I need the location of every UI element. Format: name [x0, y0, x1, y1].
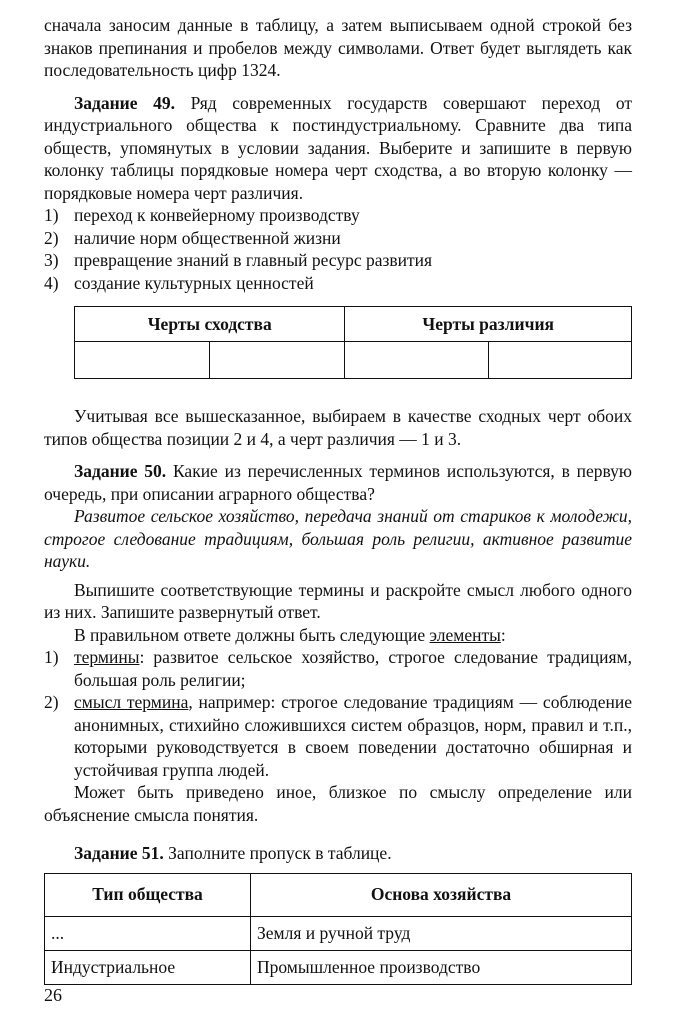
task50-label: Задание 50. — [74, 461, 167, 481]
answer-cell[interactable] — [488, 342, 631, 379]
answer2-label: смысл термина — [74, 692, 189, 712]
table-row — [75, 342, 632, 379]
header-society-type: Тип общества — [45, 873, 251, 916]
list-item — [44, 204, 632, 227]
answer1-label: термины — [74, 647, 140, 667]
task51-text: Заполните пропуск в таблице. — [168, 843, 392, 863]
task49-paragraph — [44, 92, 632, 205]
answer-cell[interactable] — [345, 342, 488, 379]
page-content — [44, 14, 632, 985]
page-number: 26 — [44, 985, 62, 1005]
task51-paragraph — [44, 842, 632, 865]
task50-answer-list — [44, 646, 632, 781]
task49-text: Ряд современных государств совершают переход от индустриального общества к постиндустриальному. Сравните два типа обществ, упомянутых в условии задания. Выберите и запишите в первую колонку таблицы порядковые номера черт сходства, а во вторую колонку — порядковые номера черт различия. — [44, 92, 633, 203]
task50-paragraph — [44, 460, 632, 505]
table-cell: Земля и ручной труд — [251, 916, 632, 950]
list-item-text: переход к конвейерному производству — [74, 205, 360, 225]
intro-paragraph: сначала заносим данные в таблицу, а затем выписываем одной строкой без знаков препинания и пробелов между символами. Ответ будет выглядеть как последовательность цифр 1324. — [44, 15, 632, 80]
list-item — [44, 249, 632, 272]
task50-instruction: Выпишите соответствующие термины и раскройте смысл любого одного из них. Запишите развернутый ответ. — [44, 579, 632, 622]
task51-label: Задание 51. — [74, 843, 164, 863]
table-header-row — [75, 307, 632, 342]
elements-word: элементы — [429, 624, 501, 645]
task50-terms: Развитое сельское хозяйство, передача знаний от стариков к молодежи, строгое следование традициям, большая роль религии, активное развитие науки. — [44, 506, 632, 571]
list-item — [44, 272, 632, 295]
list-item-number: 1) — [44, 647, 59, 667]
list-item-number: 2) — [44, 227, 59, 248]
header-economy-basis: Основа хозяйства — [251, 873, 632, 916]
table-cell[interactable]: ... — [45, 916, 251, 950]
table-header-row — [45, 873, 632, 916]
task50-elements — [44, 624, 632, 647]
list-item-number: 3) — [44, 250, 59, 270]
answer1-text: : развитое сельское хозяйство, строгое следование традициям, большая роль религии; — [74, 647, 632, 690]
list-item-number: 1) — [44, 205, 59, 225]
list-item — [44, 646, 632, 691]
answer-cell[interactable] — [210, 342, 345, 379]
elements-prefix: В правильном ответе должны быть следующие — [74, 624, 430, 645]
elements-suffix: : — [500, 624, 506, 645]
task49-answer-table — [74, 306, 632, 379]
table-cell: Индустриальное — [45, 950, 251, 984]
answer2-text: , например: строгое следование традициям — соблюдение анонимных, стихийно сложившихся систем образцов, норм, правил и т.п., которыми руководствуется в своем поведении достаточно обширная и устойчивая группа людей. — [74, 692, 633, 780]
task49-list — [44, 204, 632, 294]
task50-text: Какие из перечисленных терминов используются, в первую очередь, при описании аграрного общества? — [44, 461, 632, 504]
list-item-text: превращение знаний в главный ресурс развития — [74, 250, 433, 270]
task49-answer: Учитывая все вышесказанное, выбираем в качестве сходных черт обоих типов общества позиции 2 и 4, а черт различия — 1 и 3. — [44, 406, 632, 449]
task51-table — [44, 873, 632, 985]
list-item-number: 4) — [44, 272, 59, 293]
task49-label: Задание 49. — [74, 92, 176, 113]
header-similarities: Черты сходства — [75, 307, 345, 342]
task50-note: Может быть приведено иное, близкое по смыслу определение или объяснение смысла понятия. — [44, 782, 632, 825]
list-item-number: 2) — [44, 692, 59, 712]
table-row — [45, 950, 632, 984]
answer-cell[interactable] — [75, 342, 210, 379]
list-item — [44, 227, 632, 250]
header-differences: Черты различия — [345, 307, 632, 342]
table-row — [45, 916, 632, 950]
list-item-text: создание культурных ценностей — [74, 272, 314, 293]
table-cell: Промышленное производство — [251, 950, 632, 984]
list-item — [44, 691, 632, 781]
list-item-text: наличие норм общественной жизни — [74, 227, 341, 248]
